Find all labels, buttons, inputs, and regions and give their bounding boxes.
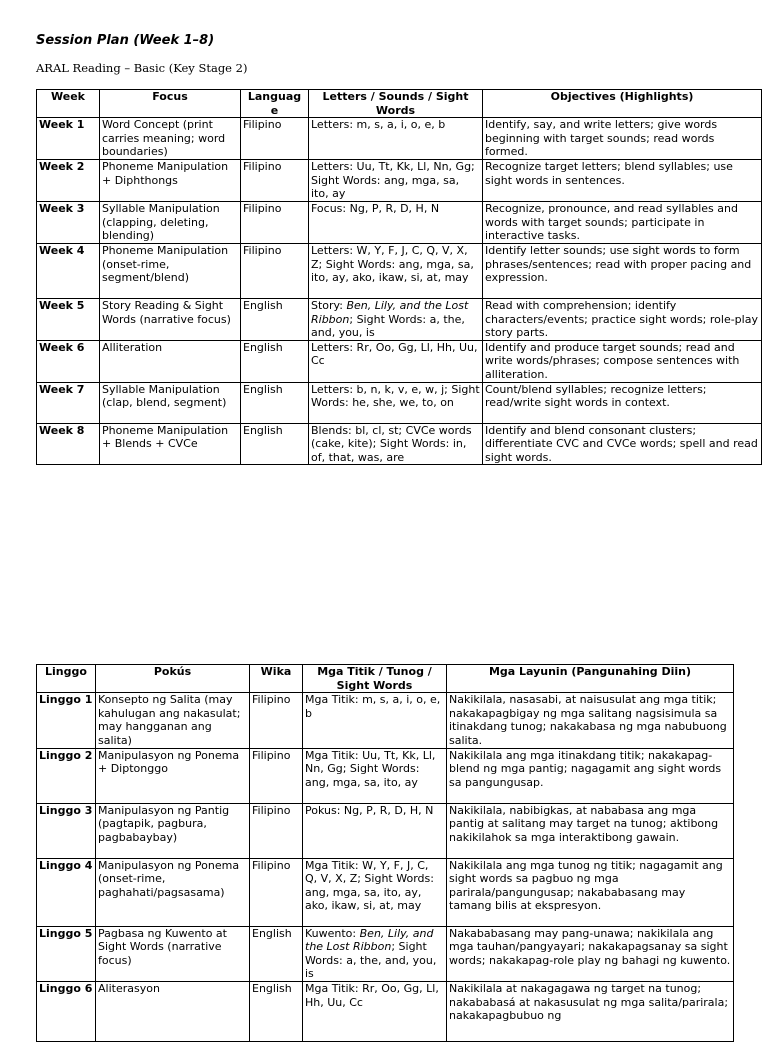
- focus-cell: Word Concept (print carries meaning; word boundaries): [100, 118, 241, 160]
- header-letters: Letters / Sounds / Sight Words: [309, 90, 483, 118]
- week-cell: Linggo 5: [37, 926, 96, 981]
- letters-cell: [309, 298, 483, 340]
- story-title: Ben, Lily, and the Lost Ribbon: [311, 298, 469, 326]
- language-cell: Filipino: [241, 118, 309, 160]
- language-cell: English: [250, 981, 303, 1041]
- focus-cell: Phoneme Manipulation (onset-rime, segment/blend): [100, 243, 241, 298]
- letters-cell: Mga Titik: W, Y, F, J, C, Q, V, X, Z; Sight Words: ang, mga, sa, ito, ay, ako, ikaw, si, at, may: [303, 858, 447, 926]
- letters-suffix: ; Sight Words: a, the, and, you, is: [305, 940, 437, 981]
- letters-cell: [303, 926, 447, 981]
- language-cell: Filipino: [241, 160, 309, 202]
- focus-cell: Syllable Manipulation (clapping, deleting, blending): [100, 202, 241, 244]
- page-subtitle: ARAL Reading – Basic (Key Stage 2): [36, 61, 248, 75]
- week-cell: Week 4: [37, 243, 100, 298]
- focus-cell: Konsepto ng Salita (may kahulugan ang nakasulat; may hangganan ang salita): [96, 693, 250, 748]
- letters-cell: Mga Titik: m, s, a, i, o, e, b: [303, 693, 447, 748]
- table-row: [37, 858, 734, 926]
- objectives-cell: Recognize target letters; blend syllables; use sight words in sentences.: [483, 160, 762, 202]
- letters-prefix: Kuwento:: [305, 926, 360, 940]
- language-cell: Filipino: [250, 748, 303, 803]
- week-cell: Week 6: [37, 340, 100, 382]
- focus-cell: Manipulasyon ng Ponema + Diptonggo: [96, 748, 250, 803]
- header-mga-layunin: Mga Layunin (Pangunahing Diin): [447, 665, 734, 693]
- table-row: [37, 202, 762, 244]
- letters-cell: Mga Titik: Uu, Tt, Kk, Ll, Nn, Gg; Sight Words: ang, mga, sa, ito, ay: [303, 748, 447, 803]
- table-row: [37, 803, 734, 858]
- objectives-cell: Identify and blend consonant clusters; differentiate CVC and CVCe words; spell and read sight words.: [483, 423, 762, 465]
- header-week: Week: [37, 90, 100, 118]
- language-cell: Filipino: [250, 803, 303, 858]
- letters-cell: Mga Titik: Rr, Oo, Gg, Ll, Hh, Uu, Cc: [303, 981, 447, 1041]
- letters-cell: Letters: m, s, a, i, o, e, b: [309, 118, 483, 160]
- objectives-cell: Read with comprehension; identify characters/events; practice sight words; role-play story parts.: [483, 298, 762, 340]
- objectives-cell: Identify and produce target sounds; read and write words/phrases; compose sentences with alliteration.: [483, 340, 762, 382]
- focus-cell: Syllable Manipulation (clap, blend, segment): [100, 382, 241, 423]
- header-focus: Focus: [100, 90, 241, 118]
- objectives-cell: Nakababasang may pang-unawa; nakikilala ang mga tauhan/pangyayari; nakakapagsanay sa sight words; nakakapag-role play ng bahagi ng kuwento.: [447, 926, 734, 981]
- table-row: [37, 340, 762, 382]
- table-header-row: [37, 90, 762, 118]
- story-title: Ben, Lily, and the Lost Ribbon: [305, 926, 434, 954]
- letters-cell: Letters: b, n, k, v, e, w, j; Sight Words: he, she, we, to, on: [309, 382, 483, 423]
- table-row: [37, 118, 762, 160]
- language-cell: Filipino: [250, 693, 303, 748]
- language-cell: English: [241, 298, 309, 340]
- week-cell: Week 8: [37, 423, 100, 465]
- table-row: [37, 423, 762, 465]
- table-row: [37, 981, 734, 1041]
- objectives-cell: Count/blend syllables; recognize letters; read/write sight words in context.: [483, 382, 762, 423]
- language-cell: Filipino: [250, 858, 303, 926]
- header-pokus: Pokús: [96, 665, 250, 693]
- language-cell: English: [250, 926, 303, 981]
- letters-cell: Blends: bl, cl, st; CVCe words (cake, kite); Sight Words: in, of, that, was, are: [309, 423, 483, 465]
- header-language: Languag e: [241, 90, 309, 118]
- week-cell: Week 5: [37, 298, 100, 340]
- objectives-cell: Nakikilala, nasasabi, at naisusulat ang mga titik; nakakapagbigay ng mga salitang nagsisimula sa itinakdang tunog; nakakabasa ng mga nabubuong salita.: [447, 693, 734, 748]
- table-row: [37, 748, 734, 803]
- language-cell: English: [241, 423, 309, 465]
- letters-cell: Focus: Ng, P, R, D, H, N: [309, 202, 483, 244]
- focus-cell: Pagbasa ng Kuwento at Sight Words (narrative focus): [96, 926, 250, 981]
- objectives-cell: Identify, say, and write letters; give words beginning with target sounds; read words formed.: [483, 118, 762, 160]
- table-row: [37, 693, 734, 748]
- objectives-cell: Nakikilala, nabibigkas, at nababasa ang mga pantig at salitang may target na tunog; aktibong nakikilahok sa mga interaktibong gawain.: [447, 803, 734, 858]
- table-row: [37, 926, 734, 981]
- page-title: Session Plan (Week 1–8): [36, 33, 215, 48]
- objectives-cell: Recognize, pronounce, and read syllables and words with target sounds; participate in interactive tasks.: [483, 202, 762, 244]
- week-cell: Linggo 6: [37, 981, 96, 1041]
- header-objectives: Objectives (Highlights): [483, 90, 762, 118]
- language-cell: English: [241, 382, 309, 423]
- header-wika: Wika: [250, 665, 303, 693]
- objectives-cell: Identify letter sounds; use sight words to form phrases/sentences; read with proper pacing and expression.: [483, 243, 762, 298]
- letters-prefix: Story:: [311, 298, 347, 312]
- focus-cell: Story Reading & Sight Words (narrative focus): [100, 298, 241, 340]
- week-cell: Week 7: [37, 382, 100, 423]
- letters-suffix: ; Sight Words: a, the, and, you, is: [311, 312, 465, 340]
- table-row: [37, 382, 762, 423]
- session-plan-table-english: [36, 89, 762, 465]
- table-row: [37, 298, 762, 340]
- table-row: [37, 160, 762, 202]
- letters-cell: Letters: Rr, Oo, Gg, Ll, Hh, Uu, Cc: [309, 340, 483, 382]
- week-cell: Week 1: [37, 118, 100, 160]
- header-mga-titik: Mga Titik / Tunog / Sight Words: [303, 665, 447, 693]
- letters-cell: Letters: W, Y, F, J, C, Q, V, X, Z; Sight Words: ang, mga, sa, ito, ay, ako, ikaw, si, at, may: [309, 243, 483, 298]
- session-plan-table-filipino: [36, 664, 734, 1042]
- week-cell: Linggo 4: [37, 858, 96, 926]
- objectives-cell: Nakikilala ang mga tunog ng titik; nagagamit ang sight words sa pagbuo ng mga parirala/pangungusap; nakababasang may tamang bilis at ekspresyon.: [447, 858, 734, 926]
- week-cell: Week 2: [37, 160, 100, 202]
- focus-cell: Aliterasyon: [96, 981, 250, 1041]
- language-cell: English: [241, 340, 309, 382]
- letters-cell: Letters: Uu, Tt, Kk, Ll, Nn, Gg; Sight Words: ang, mga, sa, ito, ay: [309, 160, 483, 202]
- table-header-row: [37, 665, 734, 693]
- focus-cell: Phoneme Manipulation + Diphthongs: [100, 160, 241, 202]
- focus-cell: Phoneme Manipulation + Blends + CVCe: [100, 423, 241, 465]
- objectives-cell: Nakikilala ang mga itinakdang titik; nakakapag-blend ng mga pantig; nagagamit ang sight words sa pangungusap.: [447, 748, 734, 803]
- week-cell: Linggo 3: [37, 803, 96, 858]
- header-linggo: Linggo: [37, 665, 96, 693]
- week-cell: Linggo 2: [37, 748, 96, 803]
- objectives-cell: Nakikilala at nakagagawa ng target na tunog; nakababasá at nakasusulat ng mga salita/parirala; nakakapagbubuo ng: [447, 981, 734, 1041]
- focus-cell: Alliteration: [100, 340, 241, 382]
- focus-cell: Manipulasyon ng Ponema (onset-rime, paghahati/pagsasama): [96, 858, 250, 926]
- letters-cell: Pokus: Ng, P, R, D, H, N: [303, 803, 447, 858]
- table-row: [37, 243, 762, 298]
- week-cell: Linggo 1: [37, 693, 96, 748]
- language-cell: Filipino: [241, 202, 309, 244]
- focus-cell: Manipulasyon ng Pantig (pagtapik, pagbura, pagbabaybay): [96, 803, 250, 858]
- week-cell: Week 3: [37, 202, 100, 244]
- language-cell: Filipino: [241, 243, 309, 298]
